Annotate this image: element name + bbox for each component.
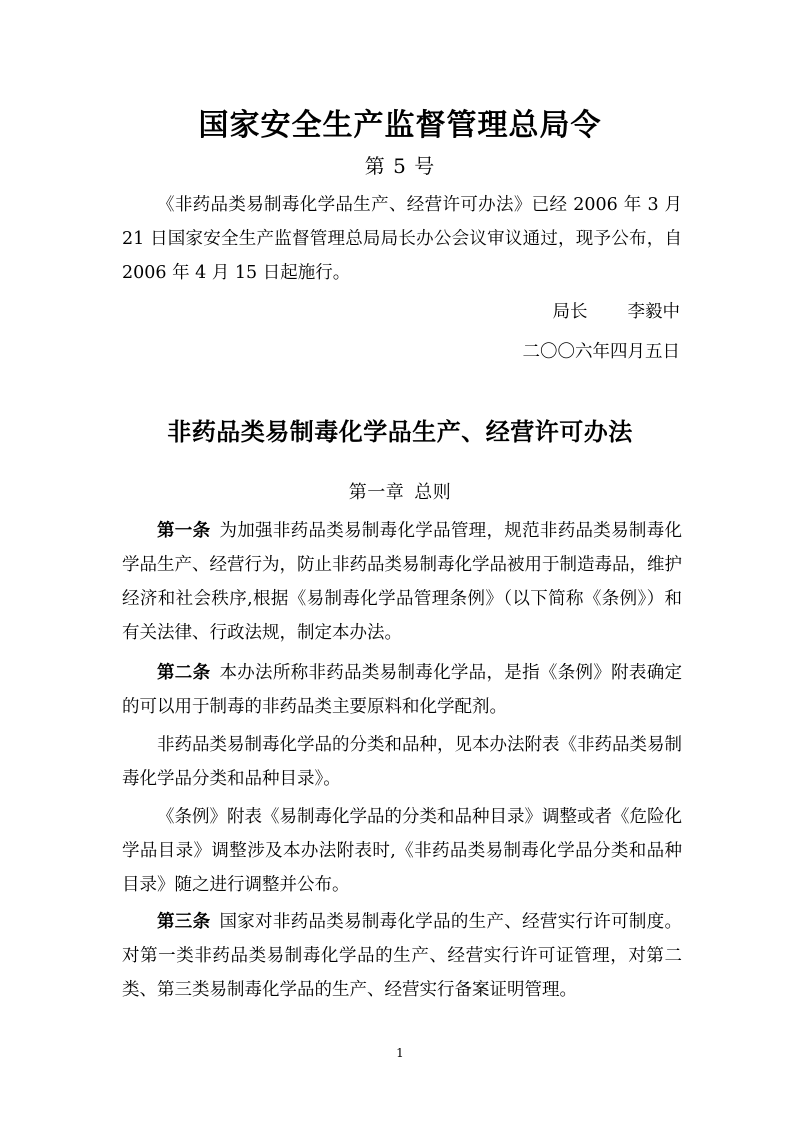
article-2-paragraph-2 [122,728,682,796]
chapter-name: 总则 [414,482,452,503]
signature-role: 局长 [552,302,588,322]
article-text: 本办法所称非药品类易制毒化学品，是指《条例》附表确定的可以用于制毒的非药品类主要原料和化学配剂。 [122,663,682,717]
article-3 [122,905,682,1007]
chapter-heading [0,478,800,504]
decree-number: 第 5 号 [364,154,436,178]
article-text: 国家对非药品类易制毒化学品的生产、经营实行许可制度。对第一类非药品类易制毒化学品的生产、经营实行许可证管理，对第二类、第三类易制毒化学品的生产、经营实行备案证明管理。 [122,912,682,1000]
article-text: 非药品类易制毒化学品的分类和品种，见本办法附表《非药品类易制毒化学品分类和品种目录》。 [122,735,682,789]
regulation-title: 非药品类易制毒化学品生产、经营许可办法 [167,417,633,446]
signature-name: 李毅中 [627,302,680,322]
article-2-paragraph-3 [122,800,682,902]
article-label: 第三条 [157,912,211,932]
article-text: 《条例》附表《易制毒化学品的分类和品种目录》调整或者《危险化学品目录》调整涉及本办法附表时,《非药品类易制毒化学品分类和品种目录》随之进行调整并公布。 [122,807,682,895]
signature-date: 二〇〇六年四月五日 [522,342,680,362]
page-number: 1 [396,1046,404,1060]
article-1 [122,514,682,650]
article-text: 为加强非药品类易制毒化学品管理，规范非药品类易制毒化学品生产、经营行为，防止非药品类易制毒化学品被用于制造毒品，维护经济和社会秩序,根据《易制毒化学品管理条例》（以下简称《条例》）和有关法律、行政法规，制定本办法。 [122,521,682,643]
article-label: 第一条 [157,521,211,541]
article-label: 第二条 [157,663,211,683]
decree-title: 国家安全生产监督管理总局令 [198,108,602,143]
chapter-number: 第一章 [348,482,405,503]
signature-line [553,298,681,323]
article-2 [122,656,682,724]
decree-intro: 《非药品类易制毒化学品生产、经营许可办法》已经 2006 年 3 月 21 日国家安全生产监督管理总局局长办公会议审议通过，现予公布，自 2006 年 4 月 15 日起施行。 [122,195,682,283]
